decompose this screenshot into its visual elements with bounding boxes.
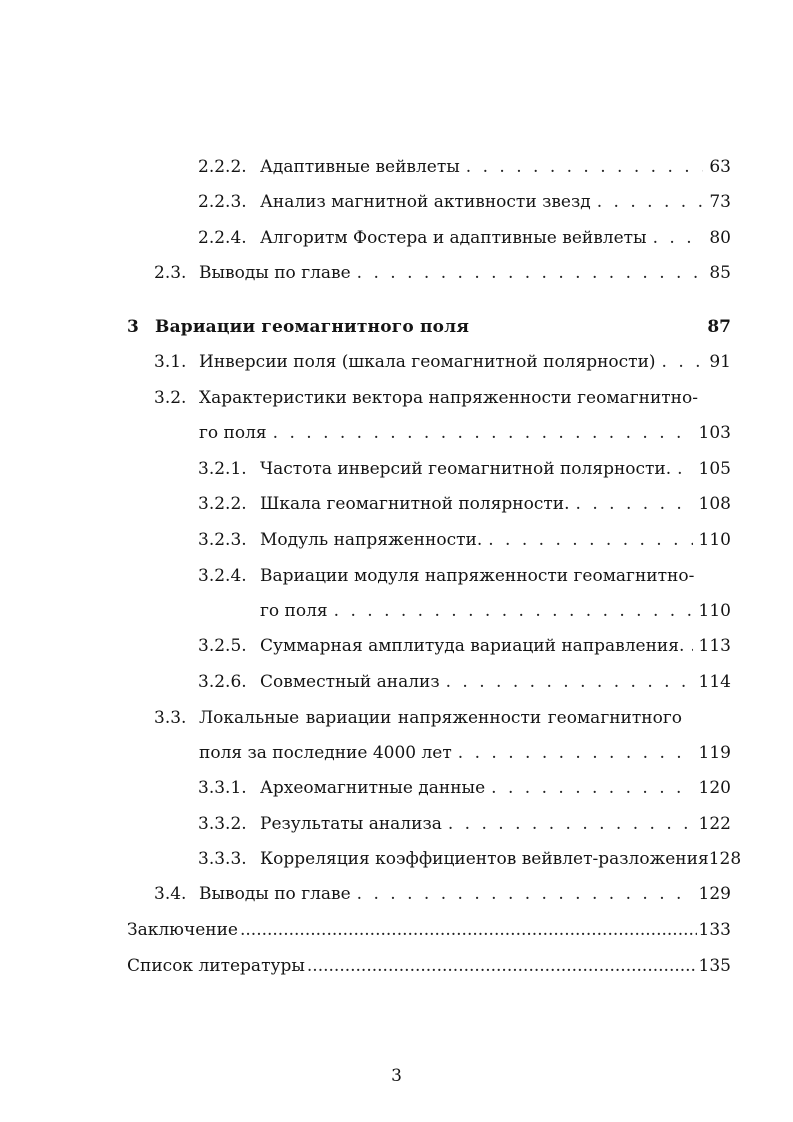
entry-page: 105 bbox=[698, 459, 731, 479]
leader-dots bbox=[466, 152, 704, 182]
entry-title: Адаптивные вейвлеты bbox=[260, 157, 460, 177]
toc-entry-continuation bbox=[199, 738, 731, 768]
entry-number: 3.3. bbox=[154, 708, 187, 728]
toc-entry bbox=[198, 809, 731, 839]
toc-entry-continuation bbox=[260, 596, 731, 626]
entry-title: Список литературы bbox=[127, 956, 305, 976]
entry-number: 3.2.3. bbox=[198, 530, 247, 550]
entry-page: 110 bbox=[698, 530, 731, 550]
entry-page: 85 bbox=[709, 263, 731, 283]
chapter-number: 3 bbox=[127, 317, 139, 337]
entry-page: 119 bbox=[698, 743, 731, 763]
entry-title-line1: Вариации модуля напряженности геомагнитно- bbox=[260, 566, 695, 586]
entry-number: 3.3.1. bbox=[198, 778, 247, 798]
entry-page: 73 bbox=[709, 192, 731, 212]
entry-title: Частота инверсий геомагнитной полярности. bbox=[260, 459, 672, 479]
entry-title: Совместный анализ bbox=[260, 672, 440, 692]
entry-title: Модуль напряженности. bbox=[260, 530, 483, 550]
entry-title-line1: Характеристики вектора напряженности геомагнитно- bbox=[199, 388, 698, 408]
toc-entry bbox=[198, 152, 731, 182]
toc-entry bbox=[154, 258, 731, 288]
leader-dots bbox=[662, 347, 704, 377]
leader-dots bbox=[597, 187, 704, 217]
entry-page: 80 bbox=[709, 228, 731, 248]
toc-chapter-entry bbox=[127, 312, 731, 342]
toc-entry bbox=[198, 631, 731, 661]
leader-dots bbox=[576, 489, 693, 519]
entry-title: Результаты анализа bbox=[260, 814, 442, 834]
entry-number: 2.3. bbox=[154, 263, 187, 283]
entry-page: 129 bbox=[698, 884, 731, 904]
entry-number: 3.2. bbox=[154, 388, 187, 408]
toc-entry bbox=[198, 187, 731, 217]
leader-dots bbox=[488, 525, 692, 555]
page-number: 3 bbox=[391, 1066, 402, 1086]
entry-number: 3.3.2. bbox=[198, 814, 247, 834]
toc-entry bbox=[154, 703, 731, 733]
entry-title: Заключение bbox=[127, 920, 238, 940]
entry-number: 2.2.3. bbox=[198, 192, 247, 212]
entry-page: 128 bbox=[708, 849, 742, 869]
toc-entry bbox=[198, 454, 731, 484]
entry-title: Шкала геомагнитной полярности. bbox=[260, 494, 570, 514]
leader-dots bbox=[491, 773, 692, 803]
entry-page: 133 bbox=[698, 920, 731, 940]
leader-dots bbox=[677, 454, 692, 484]
leader-dots bbox=[690, 631, 692, 661]
toc-entry bbox=[198, 561, 731, 591]
entry-page: 108 bbox=[698, 494, 731, 514]
toc-entry bbox=[198, 844, 742, 874]
toc-entry bbox=[127, 915, 731, 945]
leader-dots bbox=[446, 667, 693, 697]
leader-dots bbox=[653, 223, 704, 253]
entry-number: 2.2.2. bbox=[198, 157, 247, 177]
entry-title: Анализ магнитной активности звезд bbox=[260, 192, 591, 212]
entry-page: 91 bbox=[709, 352, 731, 372]
entry-title-line2: поля за последние 4000 лет bbox=[199, 743, 452, 763]
entry-page: 110 bbox=[698, 601, 731, 621]
entry-page: 122 bbox=[698, 814, 731, 834]
entry-title: Алгоритм Фостера и адаптивные вейвлеты bbox=[260, 228, 647, 248]
entry-page: 103 bbox=[698, 423, 731, 443]
entry-title: Выводы по главе bbox=[199, 884, 351, 904]
entry-number: 3.2.4. bbox=[198, 566, 247, 586]
leader-dots bbox=[273, 418, 693, 448]
entry-title: Инверсии поля (шкала геомагнитной полярности) bbox=[199, 352, 656, 372]
toc-entry bbox=[154, 879, 731, 909]
leader-dots bbox=[307, 951, 697, 981]
leader-dots bbox=[240, 915, 697, 945]
toc-entry bbox=[154, 347, 731, 377]
entry-title: Археомагнитные данные bbox=[260, 778, 486, 798]
entry-title: Выводы по главе bbox=[199, 263, 351, 283]
entry-number: 2.2.4. bbox=[198, 228, 247, 248]
leader-dots bbox=[334, 596, 693, 626]
toc-entry bbox=[198, 667, 731, 697]
leader-dots bbox=[357, 879, 693, 909]
entry-number: 3.2.1. bbox=[198, 459, 247, 479]
entry-title-line1: Локальные вариации напряженности геомагнитного bbox=[199, 708, 682, 728]
entry-title-line2: го поля bbox=[199, 423, 267, 443]
leader-dots bbox=[357, 258, 704, 288]
toc-entry bbox=[127, 951, 731, 981]
chapter-page: 87 bbox=[707, 317, 731, 337]
entry-page: 113 bbox=[698, 636, 731, 656]
toc-entry bbox=[198, 489, 731, 519]
entry-page: 135 bbox=[698, 956, 731, 976]
entry-number: 3.2.6. bbox=[198, 672, 247, 692]
entry-number: 3.1. bbox=[154, 352, 187, 372]
entry-title: Суммарная амплитуда вариаций направления. bbox=[260, 636, 685, 656]
entry-number: 3.2.5. bbox=[198, 636, 247, 656]
toc-entry bbox=[198, 773, 731, 803]
toc-entry bbox=[154, 383, 731, 413]
entry-page: 120 bbox=[698, 778, 731, 798]
entry-title-line2: го поля bbox=[260, 601, 328, 621]
entry-number: 3.3.3. bbox=[198, 849, 247, 869]
entry-number: 3.4. bbox=[154, 884, 187, 904]
toc-entry bbox=[198, 525, 731, 555]
toc-entry-continuation bbox=[199, 418, 731, 448]
toc-entry bbox=[198, 223, 731, 253]
entry-number: 3.2.2. bbox=[198, 494, 247, 514]
leader-dots bbox=[458, 738, 693, 768]
entry-title: Корреляция коэффициентов вейвлет-разложения bbox=[260, 849, 709, 869]
chapter-title: Вариации геомагнитного поля bbox=[155, 317, 470, 337]
leader-dots bbox=[448, 809, 693, 839]
entry-page: 114 bbox=[698, 672, 731, 692]
entry-page: 63 bbox=[709, 157, 731, 177]
